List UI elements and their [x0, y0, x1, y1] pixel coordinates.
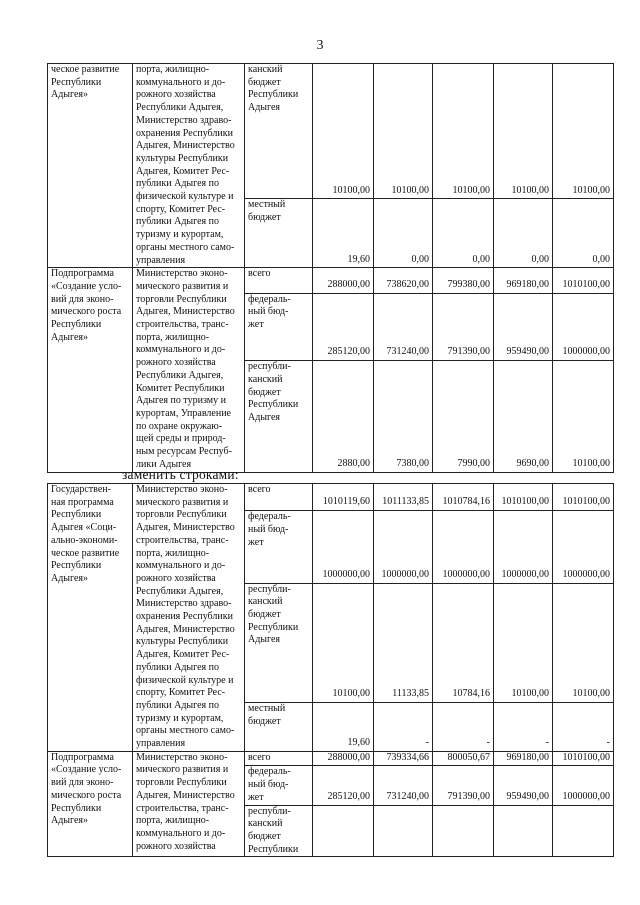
program-name-line: ально-экономи- — [51, 534, 118, 546]
budget-source-line: канский — [248, 373, 283, 385]
budget-source-line: Республики — [248, 621, 299, 633]
executor-line: Министерство здраво- — [136, 114, 232, 126]
year-amount-cell: 1010119,60 — [313, 484, 374, 511]
year-amount-cell: 10100,00 — [433, 64, 494, 199]
executor-line: рожного хозяйства — [136, 357, 216, 369]
executor-line: коммунального и до- — [136, 560, 226, 572]
executor-line: физической культуре и — [136, 191, 234, 203]
executor-line: щей среды и природ- — [136, 433, 226, 445]
year-amount-cell: 1011133,85 — [374, 484, 433, 511]
year-amount-cell: 11133,85 — [374, 583, 433, 702]
executor-cell — [133, 64, 245, 268]
year-amount-cell: 0,00 — [374, 199, 433, 268]
year-amount-cell: 10784,16 — [433, 583, 494, 702]
year-amount-cell: 10100,00 — [313, 583, 374, 702]
budget-source-cell — [245, 702, 313, 751]
program-name-line: Адыгея» — [51, 815, 89, 827]
executor-line: Адыгея, Министерство — [136, 789, 235, 801]
budget-source-line: жет — [248, 536, 264, 548]
program-name-line: вий для эконо- — [51, 293, 114, 305]
table-row — [48, 268, 614, 293]
budget-source-line: бюджет — [248, 608, 281, 620]
year-amount-cell: - — [494, 702, 553, 751]
budget-source-line: бюджет — [248, 211, 281, 223]
year-amount-cell: 1010100,00 — [494, 484, 553, 511]
budget-source-line: бюджет — [248, 715, 281, 727]
executor-line: Министерство эконо- — [136, 268, 228, 280]
executor-line: управления — [136, 738, 186, 750]
executor-line: курортам, Управление — [136, 407, 231, 419]
executor-line: туризму и курортам, — [136, 712, 224, 724]
year-amount-cell: 2880,00 — [313, 361, 374, 472]
executor-line: мического развития и — [136, 280, 229, 292]
year-amount-cell: 288000,00 — [313, 268, 374, 293]
program-name-line: Адыгея» — [51, 331, 89, 343]
executor-line: Министерство эконо- — [136, 484, 228, 495]
year-amount-cell: 799380,00 — [433, 268, 494, 293]
executor-line: Адыгея, Комитет Рес- — [136, 165, 230, 177]
budget-source-line: Адыгея — [248, 102, 281, 114]
executor-line: Министерство здраво- — [136, 598, 232, 610]
year-amount-cell: 0,00 — [433, 199, 494, 268]
executor-line: торговли Республики — [136, 777, 227, 789]
executor-line: лики Адыгея — [136, 458, 192, 470]
executor-line: публики Адыгея по — [136, 216, 219, 228]
year-amount-cell — [374, 805, 433, 857]
year-amount-cell: 1010784,16 — [433, 484, 494, 511]
year-amount-cell: 1000000,00 — [553, 766, 614, 805]
program-name-line: ческое развитие — [51, 547, 120, 559]
budget-source-line: ный бюд- — [248, 523, 289, 535]
budget-source-cell — [245, 766, 313, 805]
program-name-line: вий для эконо- — [51, 777, 114, 789]
budget-source-line: Адыгея — [248, 634, 281, 646]
executor-line: Адыгея, Министерство — [136, 522, 235, 534]
budget-source-line: канский — [248, 64, 283, 75]
page-number: 3 — [316, 38, 324, 53]
executor-line: охранения Республики — [136, 611, 233, 623]
executor-line: органы местного само- — [136, 241, 235, 253]
executor-line: физической культуре и — [136, 674, 234, 686]
budget-source-cell — [245, 293, 313, 361]
year-amount-cell: 1000000,00 — [374, 511, 433, 583]
year-amount-cell: - — [433, 702, 494, 751]
year-amount-cell: 10100,00 — [494, 64, 553, 199]
executor-line: коммунального и до- — [136, 76, 226, 88]
budget-source-line: бюджет — [248, 386, 281, 398]
executor-line: торговли Республики — [136, 509, 227, 521]
executor-line: мического развития и — [136, 764, 229, 776]
program-name-line: Государствен- — [51, 484, 111, 495]
program-name-cell — [48, 484, 133, 752]
year-amount-cell: 9690,00 — [494, 361, 553, 472]
executor-line: мического развития и — [136, 496, 229, 508]
program-name-line: «Создание усло- — [51, 280, 122, 292]
executor-line: Республики Адыгея, — [136, 369, 224, 381]
year-amount-cell: 7990,00 — [433, 361, 494, 472]
executor-line: порта, жилищно- — [136, 331, 210, 343]
year-amount-cell: 10100,00 — [553, 361, 614, 472]
executor-line: Министерство эконо- — [136, 751, 228, 763]
year-amount-cell: 19,60 — [313, 199, 374, 268]
budget-source-line: бюджет — [248, 76, 281, 88]
budget-source-line: ный бюд- — [248, 779, 289, 791]
program-name-cell — [48, 268, 133, 472]
executor-cell — [133, 751, 245, 857]
program-name-line: Республики — [51, 76, 102, 88]
budget-source-line: всего — [248, 268, 271, 280]
executor-line: Комитет Республики — [136, 382, 225, 394]
program-name-line: Республики — [51, 509, 102, 521]
budget-source-line: ный бюд- — [248, 306, 289, 318]
year-amount-cell: 1000000,00 — [433, 511, 494, 583]
executor-line: туризму и курортам, — [136, 229, 224, 241]
year-amount-cell: 1000000,00 — [553, 293, 614, 361]
year-amount-cell — [553, 805, 614, 857]
year-amount-cell: 739334,66 — [374, 751, 433, 766]
executor-line: культуры Республики — [136, 636, 229, 648]
program-name-line: Подпрограмма — [51, 751, 114, 763]
executor-line: порта, жилищно- — [136, 815, 210, 827]
program-name-line: Республики — [51, 560, 102, 572]
year-amount-cell: 0,00 — [494, 199, 553, 268]
year-amount-cell: 10100,00 — [374, 64, 433, 199]
year-amount-cell: 1010100,00 — [553, 484, 614, 511]
year-amount-cell: 10100,00 — [313, 64, 374, 199]
executor-cell — [133, 268, 245, 472]
year-amount-cell: 1000000,00 — [313, 511, 374, 583]
year-amount-cell: 1000000,00 — [553, 511, 614, 583]
program-name-line: ческое развитие — [51, 64, 120, 75]
year-amount-cell — [433, 805, 494, 857]
program-name-line: Подпрограмма — [51, 268, 114, 280]
budget-source-line: канский — [248, 818, 283, 830]
program-name-line: мического роста — [51, 789, 122, 801]
executor-line: публики Адыгея по — [136, 661, 219, 673]
budget-source-cell — [245, 805, 313, 857]
funding-table-replacement — [47, 483, 614, 857]
executor-line: порта, жилищно- — [136, 64, 210, 75]
executor-line: порта, жилищно- — [136, 547, 210, 559]
executor-line: строительства, транс- — [136, 534, 229, 546]
executor-line: Адыгея, Министерство — [136, 306, 235, 318]
table-row — [48, 484, 614, 511]
year-amount-cell: 959490,00 — [494, 293, 553, 361]
budget-source-line: республи- — [248, 583, 291, 595]
budget-source-cell — [245, 751, 313, 766]
executor-line: Адыгея по туризму и — [136, 395, 226, 407]
year-amount-cell: 1000000,00 — [494, 511, 553, 583]
executor-line: охранения Республики — [136, 127, 233, 139]
budget-source-cell — [245, 511, 313, 583]
budget-source-cell — [245, 484, 313, 511]
year-amount-cell: 288000,00 — [313, 751, 374, 766]
program-name-line: Республики — [51, 319, 102, 331]
executor-line: коммунального и до- — [136, 827, 226, 839]
replace-caption: заменить строками: — [122, 467, 239, 482]
year-amount-cell — [494, 805, 553, 857]
executor-line: по охране окружаю- — [136, 420, 223, 432]
executor-line: Республики Адыгея, — [136, 585, 224, 597]
executor-line: Адыгея, Министерство — [136, 623, 235, 635]
budget-source-cell — [245, 199, 313, 268]
budget-source-line: местный — [248, 702, 286, 714]
executor-line: рожного хозяйства — [136, 572, 216, 584]
budget-source-line: всего — [248, 751, 271, 763]
program-name-line: Республики — [51, 802, 102, 814]
year-amount-cell: - — [553, 702, 614, 751]
program-name-line: мического роста — [51, 306, 122, 318]
executor-line: управления — [136, 254, 186, 266]
year-amount-cell: 19,60 — [313, 702, 374, 751]
table-row — [48, 751, 614, 766]
year-amount-cell: 1010100,00 — [553, 268, 614, 293]
budget-source-cell — [245, 64, 313, 199]
executor-line: публики Адыгея по — [136, 699, 219, 711]
table-row — [48, 64, 614, 199]
executor-line: ным ресурсам Респуб- — [136, 446, 232, 458]
year-amount-cell: 738620,00 — [374, 268, 433, 293]
program-name-line: Адыгея» — [51, 89, 89, 101]
executor-line: коммунального и до- — [136, 344, 226, 356]
year-amount-cell: 800050,67 — [433, 751, 494, 766]
year-amount-cell: 285120,00 — [313, 293, 374, 361]
budget-source-cell — [245, 361, 313, 472]
program-name-line: ная программа — [51, 496, 114, 508]
funding-table-original — [47, 63, 614, 473]
executor-line: спорту, Комитет Рес- — [136, 203, 226, 215]
program-name-line: Адыгея» — [51, 572, 89, 584]
budget-source-line: Республики — [248, 843, 299, 855]
year-amount-cell: 731240,00 — [374, 293, 433, 361]
budget-source-line: всего — [248, 484, 271, 495]
budget-source-cell — [245, 268, 313, 293]
executor-line: органы местного само- — [136, 725, 235, 737]
budget-source-line: республи- — [248, 805, 291, 817]
executor-line: рожного хозяйства — [136, 840, 216, 852]
year-amount-cell: 1010100,00 — [553, 751, 614, 766]
year-amount-cell: 7380,00 — [374, 361, 433, 472]
year-amount-cell: 10100,00 — [553, 64, 614, 199]
executor-line: спорту, Комитет Рес- — [136, 687, 226, 699]
year-amount-cell: 959490,00 — [494, 766, 553, 805]
year-amount-cell: - — [374, 702, 433, 751]
executor-line: строительства, транс- — [136, 802, 229, 814]
year-amount-cell — [313, 805, 374, 857]
year-amount-cell: 10100,00 — [494, 583, 553, 702]
year-amount-cell: 791390,00 — [433, 293, 494, 361]
executor-cell — [133, 484, 245, 752]
program-name-line: Адыгея «Соци- — [51, 522, 117, 534]
budget-source-line: Республики — [248, 399, 299, 411]
program-name-cell — [48, 64, 133, 268]
budget-source-line: федераль- — [248, 766, 291, 778]
executor-line: Адыгея, Комитет Рес- — [136, 649, 230, 661]
budget-source-line: федераль- — [248, 293, 291, 305]
program-name-cell — [48, 751, 133, 857]
budget-source-line: бюджет — [248, 830, 281, 842]
budget-source-line: Республики — [248, 89, 299, 101]
budget-source-line: республи- — [248, 361, 291, 373]
year-amount-cell: 791390,00 — [433, 766, 494, 805]
year-amount-cell: 969180,00 — [494, 751, 553, 766]
budget-source-line: местный — [248, 199, 286, 211]
executor-line: строительства, транс- — [136, 319, 229, 331]
executor-line: культуры Республики — [136, 152, 229, 164]
executor-line: торговли Республики — [136, 293, 227, 305]
budget-source-cell — [245, 583, 313, 702]
year-amount-cell: 285120,00 — [313, 766, 374, 805]
budget-source-line: федераль- — [248, 511, 291, 523]
budget-source-line: Адыгея — [248, 411, 281, 423]
year-amount-cell: 731240,00 — [374, 766, 433, 805]
executor-line: Адыгея, Министерство — [136, 140, 235, 152]
budget-source-line: канский — [248, 596, 283, 608]
budget-source-line: жет — [248, 319, 264, 331]
executor-line: Республики Адыгея, — [136, 102, 224, 114]
budget-source-line: жет — [248, 791, 264, 803]
executor-line: рожного хозяйства — [136, 89, 216, 101]
year-amount-cell: 969180,00 — [494, 268, 553, 293]
executor-line: публики Адыгея по — [136, 178, 219, 190]
year-amount-cell: 0,00 — [553, 199, 614, 268]
program-name-line: «Создание усло- — [51, 764, 122, 776]
year-amount-cell: 10100,00 — [553, 583, 614, 702]
